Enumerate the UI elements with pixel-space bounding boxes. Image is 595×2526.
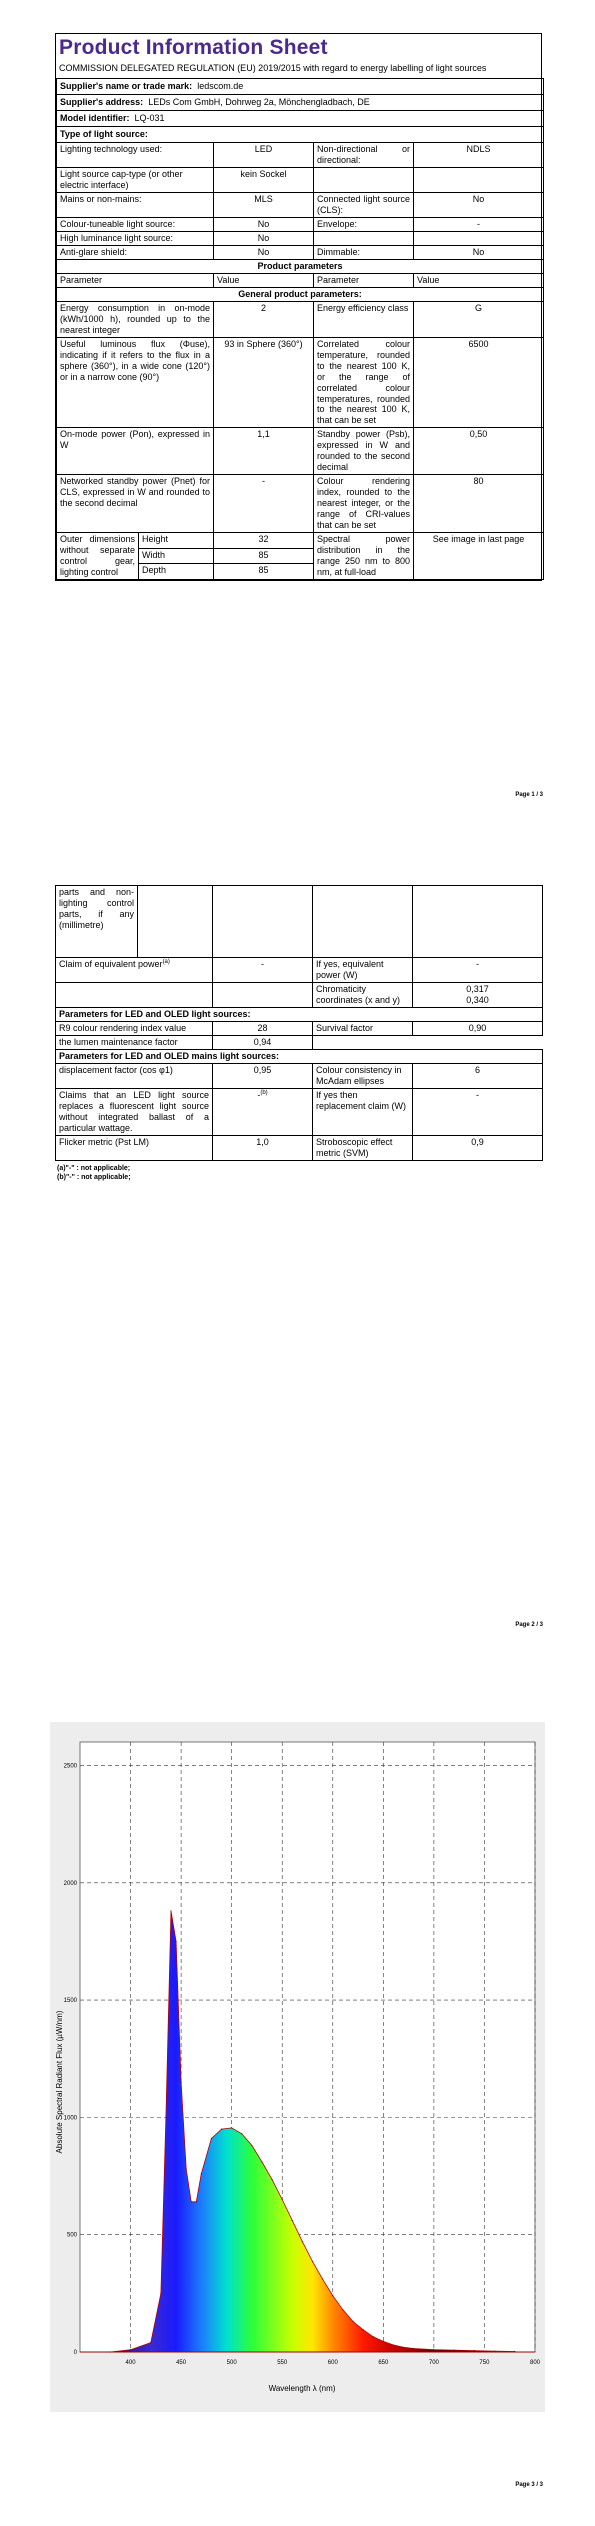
- info-sheet-frame-cont: [55, 885, 542, 1183]
- spectrum-point: [292, 2220, 293, 2221]
- luminous-flux-label: Useful luminous flux (Φuse), indicating if it refers to the flux in a sphere (360°), in a wide cone (120°) or in a narrow cone (90°): [57, 337, 214, 428]
- spectrum-point: [241, 2133, 242, 2134]
- supplier-address-label: Supplier's address:: [60, 97, 144, 108]
- chromaticity-x: 0,317: [466, 983, 489, 994]
- depth-label: Depth: [139, 564, 214, 580]
- page-footer-1: Page 1 / 3: [515, 792, 543, 798]
- info-sheet-frame: [55, 33, 542, 581]
- y-tick-label: 1500: [63, 1998, 77, 2005]
- displacement-factor-label: displacement factor (cos φ1): [56, 1063, 213, 1088]
- spectrum-point: [322, 2279, 323, 2280]
- x-tick-label: 650: [378, 2360, 389, 2366]
- fluorescent-claim-label: Claims that an LED light source replaces a fluorescent light source without integrated ballast of a particular wattage.: [56, 1088, 213, 1135]
- spectrum-point: [191, 2201, 192, 2202]
- efficiency-class-value: G: [414, 301, 544, 337]
- spectrum-point: [160, 2293, 161, 2294]
- directional-value: NDLS: [414, 143, 544, 168]
- spectrum-point: [186, 2168, 187, 2169]
- cap-label: Light source cap-type (or other electric interface): [57, 168, 214, 193]
- flicker-value: 1,0: [213, 1135, 313, 1160]
- cls-label: Connected light source (CLS):: [314, 193, 414, 218]
- lumen-maintenance-value: 0,94: [213, 1035, 313, 1049]
- mcadam-value: 6: [413, 1063, 543, 1088]
- equivalent-power-claim-value: -: [213, 958, 313, 983]
- spectrum-point: [373, 2336, 374, 2337]
- r9-value: 28: [213, 1021, 313, 1035]
- spectrum-point: [494, 2350, 495, 2351]
- spectrum-point: [433, 2349, 434, 2350]
- spectrum-point: [201, 2173, 202, 2174]
- lighting-tech-value: LED: [214, 143, 314, 168]
- spectrum-point: [211, 2138, 212, 2139]
- fluorescent-claim-value: [213, 1088, 313, 1135]
- standby-power-label: Standby power (Psb), expressed in W and rounded to the second decimal: [314, 428, 414, 475]
- lumen-maintenance-label: the lumen maintenance factor: [56, 1035, 213, 1049]
- spectrum-point: [352, 2321, 353, 2322]
- dimmable-label: Dimmable:: [314, 245, 414, 259]
- spectrum-point: [170, 1910, 171, 1911]
- flicker-label: Flicker metric (Pst LM): [56, 1135, 213, 1160]
- cri-value: 80: [414, 475, 544, 533]
- led-parameters-heading: Parameters for LED and OLED light sources:: [56, 1007, 543, 1021]
- energy-consumption-label: Energy consumption in on-mode (kWh/1000 h), rounded up to the nearest integer: [57, 301, 214, 337]
- spectrum-point: [181, 2082, 182, 2083]
- networked-standby-value: -: [214, 475, 314, 533]
- equivalent-power-claim-label: [56, 958, 213, 983]
- col-parameter-header-2: Parameter: [314, 273, 414, 287]
- x-tick-label: 700: [428, 2360, 439, 2366]
- energy-consumption-value: 2: [214, 301, 314, 337]
- chromaticity-y: 0,340: [466, 994, 489, 1005]
- y-tick-label: 1000: [63, 2115, 77, 2122]
- cct-label: Correlated colour temperature, rounded to the nearest 100 K, or the range of correlated colour temperatures, rounded to the nearest 100 K, that can be set: [314, 337, 414, 428]
- cri-label: Colour rendering index, rounded to the nearest integer, or the range of CRI-values that can be set: [314, 475, 414, 533]
- y-tick-label: 0: [73, 2350, 77, 2356]
- model-value: LQ-031: [134, 113, 165, 124]
- antiglare-label: Anti-glare shield:: [57, 245, 214, 259]
- colour-tune-value: No: [214, 217, 314, 231]
- footnote-a-marker: (a): [162, 959, 170, 965]
- y-tick-label: 2500: [63, 1763, 77, 1770]
- colour-tune-label: Colour-tuneable light source:: [57, 217, 214, 231]
- x-tick-label: 800: [529, 2360, 541, 2366]
- footnote-b-marker: (b): [260, 1089, 268, 1096]
- on-mode-power-value: 1,1: [214, 428, 314, 475]
- y-tick-label: 500: [66, 2232, 77, 2239]
- survival-factor-label: Survival factor: [313, 1021, 413, 1035]
- cct-value: 6500: [414, 337, 544, 428]
- fluorescent-claim-dash: -: [257, 1089, 261, 1100]
- spectrum-point: [332, 2295, 333, 2296]
- spectrum-point: [383, 2341, 384, 2342]
- spectrum-point: [363, 2329, 364, 2330]
- width-label: Width: [139, 548, 214, 564]
- model-label: Model identifier:: [60, 113, 130, 124]
- spectrum-point: [454, 2350, 455, 2351]
- spd-value: See image in last page: [414, 533, 544, 580]
- page-footer-3: Page 3 / 3: [515, 2482, 543, 2488]
- on-mode-power-label: On-mode power (Pon), expressed in W: [57, 428, 214, 475]
- dimmable-value: No: [414, 245, 544, 259]
- page-title: Product Information Sheet: [59, 36, 328, 59]
- footnotes: [57, 1164, 542, 1184]
- spectrum-point: [165, 2117, 166, 2118]
- standby-power-value: 0,50: [414, 428, 544, 475]
- x-tick-label: 400: [125, 2360, 136, 2366]
- mcadam-label: Colour consistency in McAdam ellipses: [313, 1063, 413, 1088]
- spectrum-point: [150, 2342, 151, 2343]
- replacement-claim-value: -: [413, 1088, 543, 1135]
- networked-standby-label: Networked standby power (Pnet) for CLS, expressed in W and rounded to the second decimal: [57, 475, 214, 533]
- x-tick-label: 500: [226, 2360, 237, 2366]
- footnote-a: (a)"-" : not applicable;: [57, 1164, 131, 1172]
- col-value-header-2: Value: [414, 273, 544, 287]
- equivalent-power-value: -: [413, 958, 543, 983]
- page-footer-2: Page 2 / 3: [515, 1622, 543, 1628]
- equivalent-power-claim-text: Claim of equivalent power: [59, 959, 163, 969]
- product-parameters-heading: Product parameters: [57, 259, 544, 273]
- page-2: [0, 830, 595, 1690]
- spectrum-point: [175, 1941, 176, 1942]
- cls-value: No: [414, 193, 544, 218]
- depth-value: 85: [214, 564, 314, 580]
- cap-value: kein Sockel: [214, 168, 314, 193]
- mains-value: MLS: [214, 193, 314, 218]
- spectral-power-chart: [50, 1722, 545, 2412]
- spectrum-point: [393, 2344, 394, 2345]
- mains-parameters-heading: Parameters for LED and OLED mains light sources:: [56, 1049, 543, 1063]
- luminous-flux-value: 93 in Sphere (360°): [214, 337, 314, 428]
- x-tick-label: 550: [277, 2360, 288, 2366]
- col-parameter-header: Parameter: [57, 273, 214, 287]
- width-value: 85: [214, 548, 314, 564]
- spectrum-point: [130, 2349, 131, 2350]
- spectrum-point: [196, 2201, 197, 2202]
- dimensions-label: Outer dimensions without separate control gear, lighting control: [57, 533, 139, 580]
- chromaticity-label: Chromaticity coordinates (x and y): [313, 982, 413, 1007]
- height-label: Height: [139, 533, 214, 549]
- spectrum-point: [110, 2351, 111, 2352]
- x-axis-label: Wavelength λ (nm): [268, 2384, 336, 2393]
- directional-label: Non-directional or directional:: [314, 143, 414, 168]
- spectrum-point: [261, 2161, 262, 2162]
- spectrum-point: [251, 2145, 252, 2146]
- type-label: Type of light source:: [57, 127, 544, 143]
- height-value: 32: [214, 533, 314, 549]
- high-lum-value: No: [214, 231, 314, 245]
- displacement-factor-value: 0,95: [213, 1063, 313, 1088]
- col-value-header: Value: [214, 273, 314, 287]
- high-lum-label: High luminance light source:: [57, 231, 214, 245]
- spectrum-point: [474, 2350, 475, 2351]
- mains-label: Mains or non-mains:: [57, 193, 214, 218]
- stroboscopic-label: Stroboscopic effect metric (SVM): [313, 1135, 413, 1160]
- x-tick-label: 600: [327, 2360, 338, 2366]
- general-parameters-heading: General product parameters:: [57, 287, 544, 301]
- x-tick-label: 450: [176, 2360, 187, 2366]
- spectrum-point: [302, 2241, 303, 2242]
- supplier-name: ledscom.de: [197, 81, 244, 92]
- supplier-name-label: Supplier's name or trade mark:: [60, 81, 193, 92]
- chromaticity-value: [413, 982, 543, 1007]
- r9-label: R9 colour rendering index value: [56, 1021, 213, 1035]
- info-table: [56, 78, 544, 580]
- efficiency-class-label: Energy efficiency class: [314, 301, 414, 337]
- spectrum-point: [221, 2129, 222, 2130]
- survival-factor-value: 0,90: [413, 1021, 543, 1035]
- regulation-text: COMMISSION DELEGATED REGULATION (EU) 2019/2015 with regard to energy labelling of light sources: [59, 63, 487, 73]
- spectral-chart-panel: [50, 1722, 545, 2412]
- page-1: [0, 0, 595, 830]
- spectrum-point: [312, 2261, 313, 2262]
- envelope-label: Envelope:: [314, 217, 414, 231]
- lighting-tech-label: Lighting technology used:: [57, 143, 214, 168]
- x-tick-label: 750: [479, 2360, 490, 2366]
- supplier-address: LEDs Com GmbH, Dohrweg 2a, Mönchengladbach, DE: [148, 97, 370, 108]
- info-table-cont: [55, 885, 543, 1161]
- spectrum-point: [282, 2199, 283, 2200]
- spectrum-point: [342, 2309, 343, 2310]
- spectrum-point: [231, 2127, 232, 2128]
- spectrum-point: [514, 2351, 515, 2352]
- spectrum-point: [413, 2348, 414, 2349]
- antiglare-value: No: [214, 245, 314, 259]
- spd-label: Spectral power distribution in the range 250 nm to 800 nm, at full-load: [314, 533, 414, 580]
- replacement-claim-label: If yes then replacement claim (W): [313, 1088, 413, 1135]
- dimensions-label-cont: parts and non-lighting control parts, if any (millimetre): [56, 886, 138, 958]
- page-3: [0, 1690, 595, 2526]
- envelope-value: -: [414, 217, 544, 231]
- equivalent-power-label: If yes, equivalent power (W): [313, 958, 413, 983]
- stroboscopic-value: 0,9: [413, 1135, 543, 1160]
- spectrum-point: [403, 2347, 404, 2348]
- footnote-b: (b)"-" : not applicable;: [57, 1174, 131, 1182]
- spectrum-point: [272, 2179, 273, 2180]
- y-tick-label: 2000: [63, 1880, 77, 1887]
- y-axis-label: Absolute Spectral Radiant Flux (µW/nm): [55, 2010, 64, 2154]
